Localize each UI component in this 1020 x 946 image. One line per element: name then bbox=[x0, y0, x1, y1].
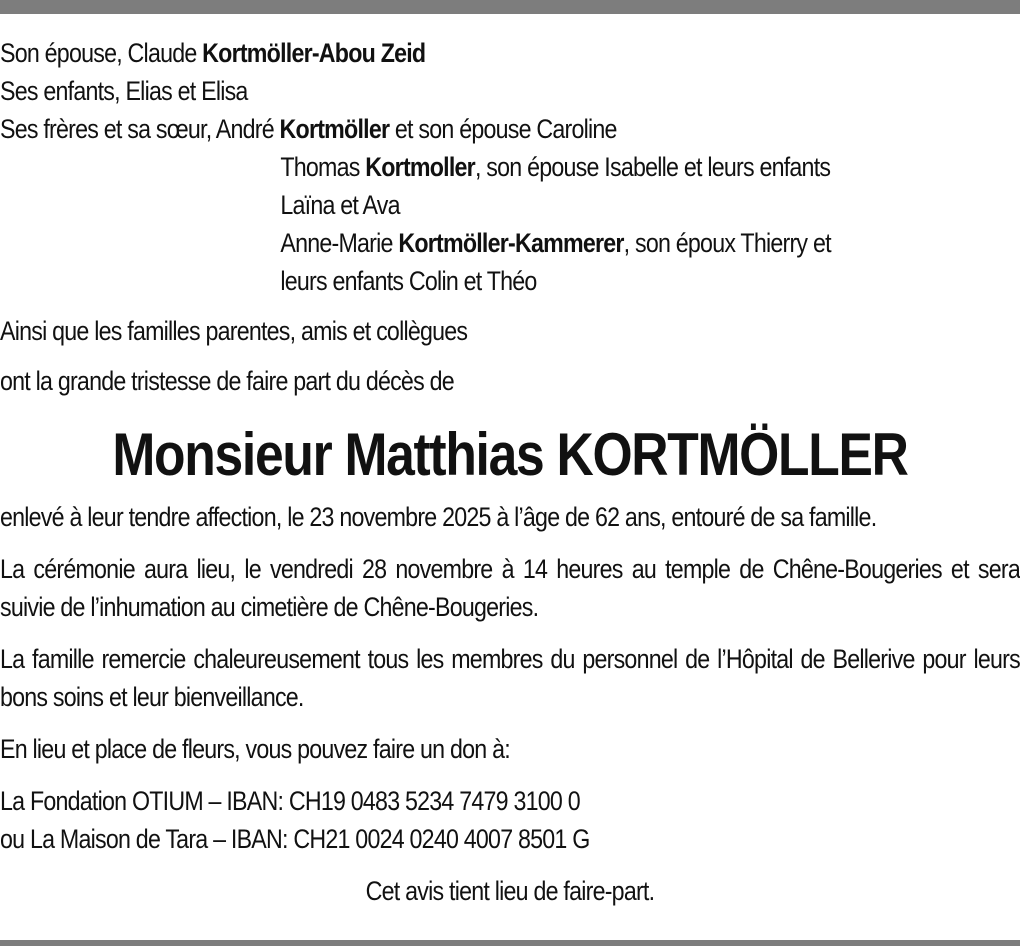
sibling-1-name: Kortmöller bbox=[279, 114, 390, 144]
spouse-prefix: Son épouse, Claude bbox=[0, 38, 203, 68]
sibling-1-rest: et son épouse Caroline bbox=[389, 114, 617, 144]
thanks-note: La famille remercie chaleureusement tous les membres du personnel de l’Hôpital de Bellerive pour leurs bons soins et leur bienveillance. bbox=[0, 644, 1020, 712]
extended-family-line: Ainsi que les familles parentes, amis et collègues bbox=[0, 316, 468, 346]
donation-2: ou La Maison de Tara – IBAN: CH21 0024 0240 4007 8501 G bbox=[0, 824, 590, 854]
sibling-1-line bbox=[0, 110, 1020, 148]
deceased-name: Monsieur Matthias KORTMÖLLER bbox=[112, 421, 908, 488]
sibling-3-rest: , son époux Thierry et bbox=[623, 228, 831, 258]
obituary-notice bbox=[0, 34, 1020, 910]
closing-note: Cet avis tient lieu de faire-part. bbox=[365, 876, 655, 906]
sibling-1-first: André bbox=[215, 114, 280, 144]
sibling-3-line-2: leurs enfants Colin et Théo bbox=[280, 266, 537, 296]
top-rule bbox=[0, 0, 1020, 14]
sibling-3-name: Kortmöller-Kammerer bbox=[398, 228, 624, 258]
spouse-line bbox=[0, 34, 1020, 72]
sibling-2-name: Kortmoller bbox=[365, 152, 475, 182]
sibling-3-line bbox=[0, 224, 1020, 262]
ceremony-info: La cérémonie aura lieu, le vendredi 28 novembre à 14 heures au temple de Chêne-Bougeries et sera suivie de l’inhumation au cimetière de Chêne-Bougeries. bbox=[0, 554, 1020, 622]
donation-intro: En lieu et place de fleurs, vous pouvez faire un don à: bbox=[0, 734, 510, 764]
death-notice: enlevé à leur tendre affection, le 23 novembre 2025 à l’âge de 62 ans, entouré de sa famille. bbox=[0, 502, 877, 532]
children-line: Ses enfants, Elias et Elisa bbox=[0, 76, 248, 106]
sibling-2-rest: , son épouse Isabelle et leurs enfants bbox=[474, 152, 831, 182]
sibling-2-line-2: Laïna et Ava bbox=[280, 190, 400, 220]
sibling-3-first: Anne-Marie bbox=[280, 228, 399, 258]
sibling-2-first: Thomas bbox=[280, 152, 366, 182]
sibling-2-line bbox=[0, 148, 1020, 186]
bottom-rule bbox=[0, 940, 1020, 946]
donation-1: La Fondation OTIUM – IBAN: CH19 0483 5234 7479 3100 0 bbox=[0, 786, 580, 816]
announcement-line: ont la grande tristesse de faire part du décès de bbox=[0, 366, 454, 396]
spouse-name: Kortmöller-Abou Zeid bbox=[202, 38, 426, 68]
siblings-prefix: Ses frères et sa sœur, bbox=[0, 114, 216, 144]
